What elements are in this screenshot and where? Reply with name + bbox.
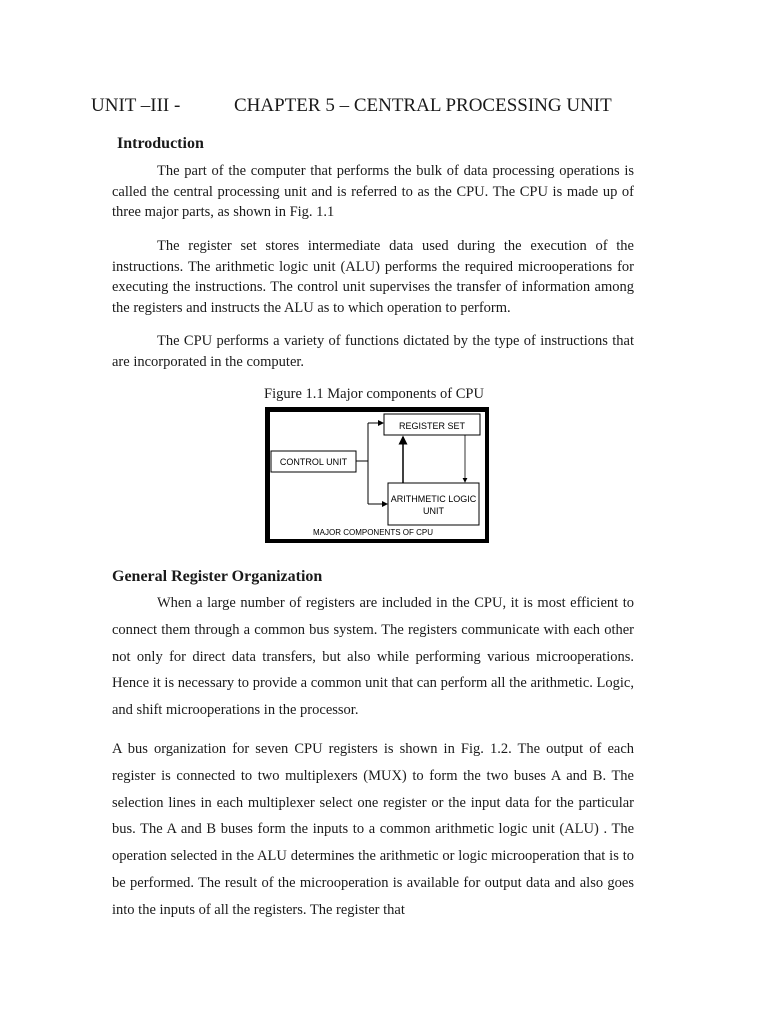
unit-label: UNIT –III - [91, 95, 181, 116]
diagram-inner-caption: MAJOR COMPONENTS OF CPU [312, 528, 434, 537]
introduction-heading: Introduction [117, 135, 204, 152]
gro-paragraph-1: When a large number of registers are included in the CPU, it is most efficient to connect them through a common bus system. The registers communicate with each other not only for direct data transfers, but also while performing various microoperations. Hence it is necessary to provide a common unit that can perform all the arithmetic. Logic, and shift microoperations in the processor. [112, 595, 634, 719]
cpu-components-diagram [265, 407, 489, 543]
figure-caption: Figure 1.1 Major components of CPU [264, 386, 484, 402]
alu-box [388, 483, 479, 525]
intro-paragraph-1: The part of the computer that performs the bulk of data processing operations is called the central processing unit and is referred to as the CPU. The CPU is made up of three major parts, as shown in Fig. 1.1 [112, 163, 634, 221]
register-set-label: REGISTER SET [398, 421, 466, 431]
gro-paragraph-2: A bus organization for seven CPU registers is shown in Fig. 1.2. The output of each register is connected to two multiplexers (MUX) to form the two buses A and B. The selection lines in each multiplexer select one register or the input data for the particular bus. The A and B buses form the inputs to a common arithmetic logic unit (ALU) . The operation selected in the ALU determines the arithmetic or logic microoperation that is to be performed. The result of the microoperation is available for output data and also goes into the inputs of all the registers. The register that [112, 741, 634, 918]
alu-label-line2: UNIT [423, 506, 444, 516]
intro-paragraph-2: The register set stores intermediate data used during the execution of the instructions. The arithmetic logic unit (ALU) performs the required microoperations for executing the instructions. The control unit supervises the transfer of information among the registers and instructs the ALU as to which operation to perform. [112, 238, 634, 317]
general-register-heading: General Register Organization [112, 568, 323, 585]
alu-label-line1: ARITHMETIC LOGIC [390, 494, 477, 504]
chapter-title: CHAPTER 5 – CENTRAL PROCESSING UNIT [234, 95, 612, 116]
intro-paragraph-3: The CPU performs a variety of functions dictated by the type of instructions that are incorporated in the computer. [112, 333, 634, 370]
control-unit-label: CONTROL UNIT [279, 457, 348, 467]
page-title [91, 95, 612, 117]
